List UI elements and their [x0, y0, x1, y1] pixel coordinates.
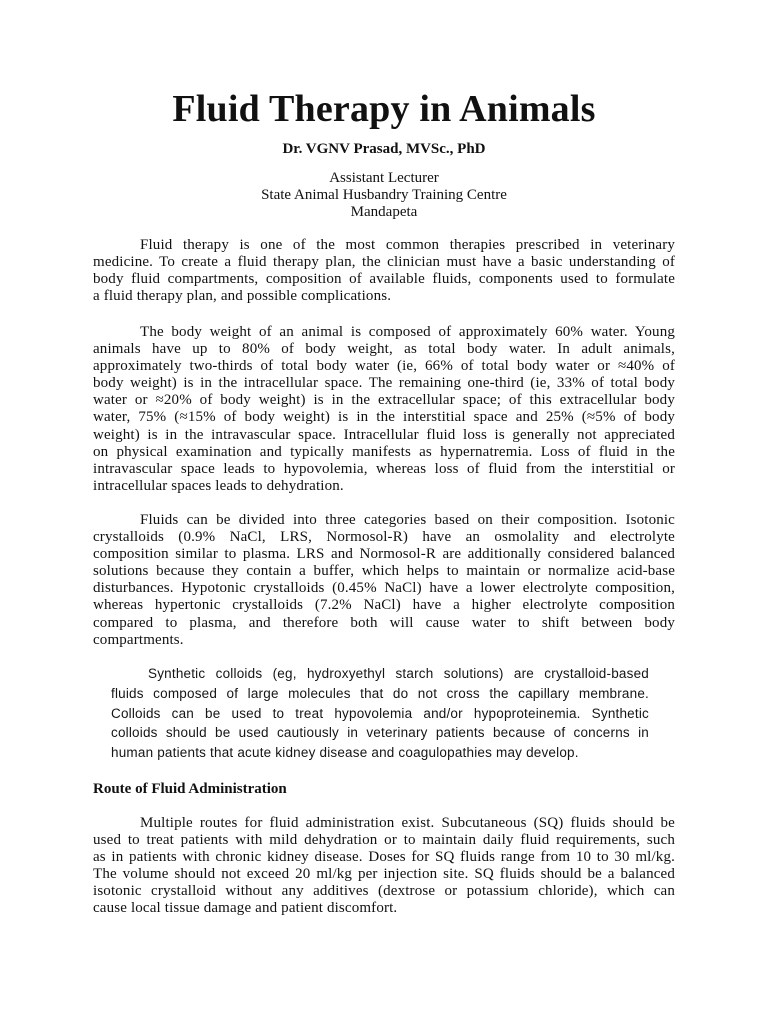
paragraph-line: on physical examination and typically manifests as hypernatremia. Loss of fluid in the [93, 443, 675, 460]
paragraph-line: medicine. To create a fluid therapy plan, the clinician must have a basic understanding of [93, 254, 675, 271]
paragraph-line: body weight) is in the intracellular space. The remaining one-third (ie, 33% of total body [93, 375, 675, 392]
paragraph-line: Synthetic colloids (eg, hydroxyethyl starch solutions) are crystalloid-based [148, 666, 649, 681]
paragraph-line: crystalloids (0.9% NaCl, LRS, Normosol-R) have an osmolality and electrolyte [93, 529, 675, 546]
paragraph-line: Colloids can be used to treat hypovolemia and/or hypoproteinemia. Synthetic [111, 705, 649, 721]
author-affiliation [0, 170, 768, 221]
paragraph-line: approximately two-thirds of total body water (ie, 66% of total body water or ≈40% of [93, 358, 675, 375]
paragraph-synthetic-colloids [111, 664, 649, 763]
paragraph-line: water, 75% (≈15% of body weight) is in the interstitial space and 25% (≈5% of body [93, 409, 675, 426]
paragraph-line: a fluid therapy plan, and possible complications. [93, 288, 392, 305]
paragraph-line: Fluids can be divided into three categories based on their composition. Isotonic [140, 512, 675, 528]
paragraph-line: Fluid therapy is one of the most common therapies prescribed in veterinary [140, 237, 675, 253]
paragraph-line: composition similar to plasma. LRS and Normosol-R are additionally considered balanced [93, 546, 675, 563]
paragraph-body-water [93, 324, 675, 495]
paragraph-line: weight) is in the intravascular space. Intracellular fluid loss is generally not appreciated [93, 426, 675, 443]
paragraph-line: colloids should be used cautiously in veterinary patients because of concerns in [111, 725, 649, 741]
paragraph-line: compartments. [93, 631, 184, 648]
document-title: Fluid Therapy in Animals [172, 88, 596, 130]
affiliation-institution: State Animal Husbandry Training Centre [261, 187, 507, 203]
paragraph-introduction [93, 237, 675, 305]
affiliation-location: Mandapeta [350, 204, 418, 220]
paragraph-line: human patients that acute kidney disease and coagulopathies may develop. [111, 745, 579, 761]
paragraph-line: whereas hypertonic crystalloids (7.2% NaCl) have a higher electrolyte composition [93, 597, 675, 614]
paragraph-line: The body weight of an animal is composed of approximately 60% water. Young [140, 324, 675, 340]
paragraph-line: intravascular space leads to hypovolemia, whereas loss of fluid from the interstitial or [93, 460, 675, 477]
section-heading: Route of Fluid Administration [93, 781, 287, 797]
paragraph-line: solutions because they contain a buffer, which helps to maintain or normalize acid-base [93, 563, 675, 580]
paragraph-fluid-categories [93, 512, 675, 649]
paragraph-line: isotonic crystalloid without any additives (dextrose or potassium chloride), which can [93, 883, 675, 900]
paragraph-fluid-routes [93, 815, 675, 918]
paragraph-line: disturbances. Hypotonic crystalloids (0.45% NaCl) have a lower electrolyte composition, [93, 580, 675, 597]
affiliation-position: Assistant Lecturer [329, 170, 439, 186]
paragraph-line: animals have up to 80% of body weight, as total body water. In adult animals, [93, 341, 675, 358]
paragraph-line: intracellular spaces leads to dehydration. [93, 477, 344, 494]
paragraph-line: The volume should not exceed 20 ml/kg per injection site. SQ fluids should be a balanced [93, 866, 675, 883]
paragraph-line: body fluid compartments, composition of available fluids, components used to formulate [93, 271, 675, 288]
paragraph-line: Multiple routes for fluid administration exist. Subcutaneous (SQ) fluids should be [140, 815, 675, 831]
paragraph-line: as in patients with chronic kidney disease. Doses for SQ fluids range from 10 to 30 ml/kg. [93, 849, 675, 866]
paragraph-line: cause local tissue damage and patient discomfort. [93, 900, 398, 917]
author-name: Dr. VGNV Prasad, MVSc., PhD [282, 141, 486, 157]
paragraph-line: fluids composed of large molecules that do not cross the capillary membrane. [111, 685, 649, 701]
paragraph-line: water or ≈20% of body weight) is in the extracellular space; of this extracellular body [93, 392, 675, 409]
paragraph-line: used to treat patients with mild dehydration or to maintain daily fluid requirements, such [93, 832, 675, 849]
paragraph-line: compared to plasma, and therefore both will cause water to shift between body [93, 614, 675, 631]
